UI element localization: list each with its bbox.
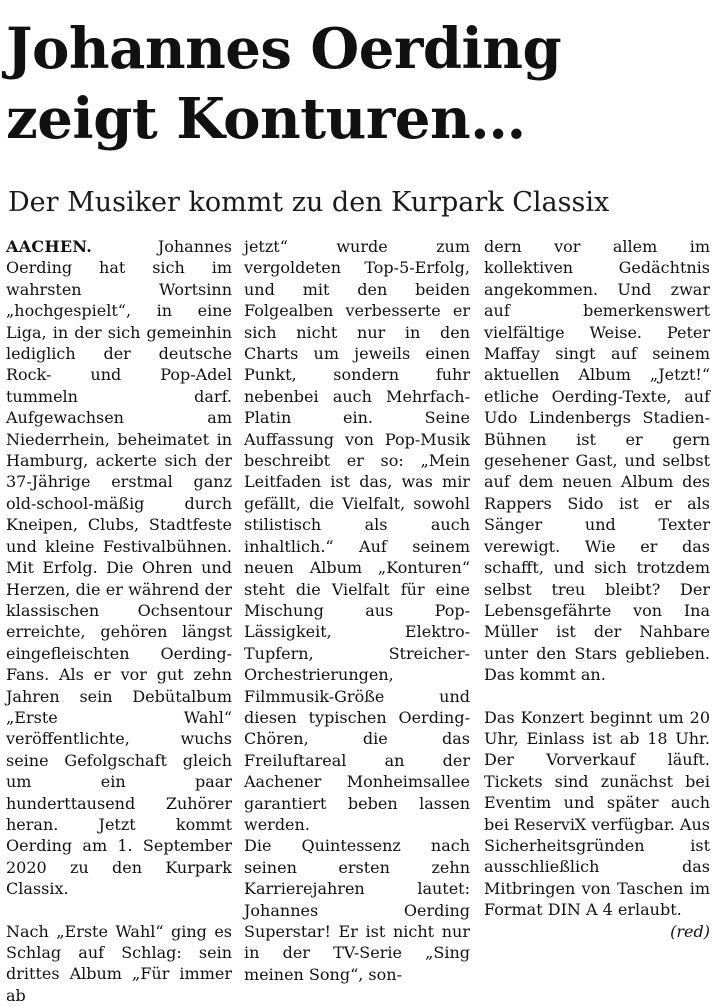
paragraph-closing <box>484 707 710 941</box>
paragraph: jetzt“ wurde zum vergoldeten Top-5-Erfolg, und mit den beiden Folgealben verbesserte er sich nicht nur in den Charts um jeweils einen Punkt, sondern fuhr nebenbei auch Mehrfach-Platin ein. Seine Auffassung von Pop-Musik beschreibt er so: „Mein Leitfaden ist das, was mir gefällt, die Vielfalt, sowohl stilistisch als auch inhaltlich.“ Auf seinem neuen Album „Konturen“ steht die Vielfalt für eine Mischung aus Pop-Lässigkeit, Elektro-Tupfern, Streicher-Orchestrierungen, Filmmusik-Größe und diesen typischen Oerding-Chören, die das Freiluftareal an der Aachener Monheimsallee garantiert beben lassen werden. <box>244 237 470 834</box>
article-column-1 <box>6 236 232 1006</box>
author-signature: (red) <box>670 921 710 941</box>
paragraph-intro-text: Johannes Oerding hat sich im wahrsten Wortsinn „hochgespielt“, in eine Liga, in der sich gemeinhin lediglich der deutsche Rock- und Pop-Adel tummeln darf. Aufgewachsen am Niederrhein, beheimatet in Hamburg, ackerte sich der 37-Jährige erstmal ganz old-school-mäßig durch Kneipen, Clubs, Stadtfeste und kleine Festivalbühnen. Mit Erfolg. Die Ohren und Herzen, die er während der klassischen Ochsentour erreichte, gehören längst eingefleischten Oerding-Fans. Als er vor gut zehn Jahren sein Debütalbum „Erste Wahl“ veröffentlichte, wuchs seine Gefolgschaft gleich um ein paar hunderttausend Zuhörer heran. Jetzt kommt Oerding am 1. September 2020 zu den Kurpark Classix. <box>6 237 232 899</box>
paragraph: dern vor allem im kollektiven Gedächtnis angekommen. Und zwar auf bemerkenswert vielfältige Weise. Peter Maffay singt auf seinem aktuellen Album „Jetzt!“ etliche Oerding-Texte, auf Udo Lindenbergs Stadien-Bühnen ist er gern gesehener Gast, und selbst auf dem neuen Album des Rappers Sido ist er als Sänger und Texter verewigt. Wie er das schafft, und sich trotzdem selbst treu bleibt? Der Lebensgefährte von Ina Müller ist der Nahbare unter den Stars geblieben. Das kommt an. <box>484 237 710 685</box>
subheadline: Der Musiker kommt zu den Kurpark Classix <box>8 187 610 218</box>
paragraph-intro <box>6 236 232 900</box>
dateline: AACHEN. <box>6 237 93 256</box>
article-column-3 <box>484 236 710 942</box>
paragraph-closing-text: Das Konzert beginnt um 20 Uhr, Einlass ist ab 18 Uhr. Der Vorverkauf läuft. Tickets sind zunächst bei Eventim und später auch bei ReserviX verfügbar. Aus Sicherheitsgründen ist ausschließlich das Mitbringen von Taschen im Format DIN A 4 erlaubt. <box>484 707 710 920</box>
paragraph: Nach „Erste Wahl“ ging es Schlag auf Schlag: sein drittes Album „Für immer ab <box>6 921 232 1005</box>
article-column-2 <box>244 236 470 985</box>
headline: Johannes Oerding zeigt Konturen… <box>6 16 562 152</box>
paragraph: Die Quintessenz nach seinen ersten zehn Karrierejahren lautet: Johannes Oerding Superstar! Er ist nicht nur in der TV-Serie „Sing meinen Song“, son- <box>244 836 470 984</box>
